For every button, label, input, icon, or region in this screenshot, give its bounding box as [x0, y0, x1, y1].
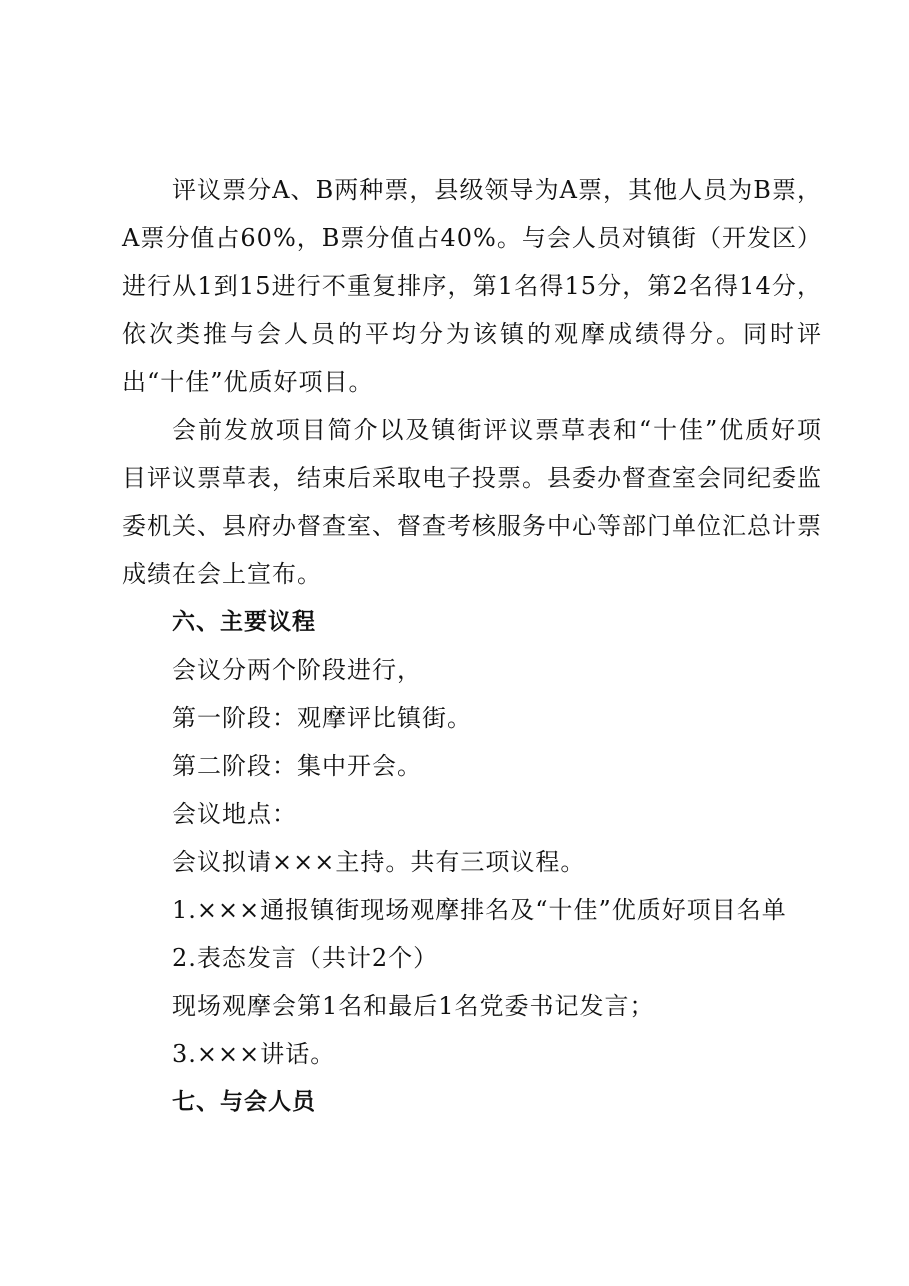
agenda-line-phases: 会议分两个阶段进行，	[172, 656, 422, 684]
agenda-item-3: 3.×××讲话。	[172, 1040, 336, 1068]
voting-rules-paragraph: 评议票分A、B两种票，县级领导为A票，其他人员为B票，A票分值占60%，B票分值占40%。与会人员对镇街（开发区）进行从1到15进行不重复排序，第1名得15分，第2名得14分，依次类推与会人员的平均分为该镇的观摩成绩得分。同时评出“十佳”优质好项目。	[122, 176, 822, 396]
agenda-line-phase-one: 第一阶段：观摩评比镇街。	[172, 704, 472, 732]
agenda-item-1: 1.×××通报镇街现场观摩排名及“十佳”优质好项目名单	[172, 896, 787, 924]
materials-paragraph: 会前发放项目简介以及镇街评议票草表和“十佳”优质好项目评议票草表，结束后采取电子投票。县委办督查室会同纪委监委机关、县府办督查室、督查考核服务中心等部门单位汇总计票成绩在会上宣布。	[122, 416, 822, 588]
document-body	[122, 166, 822, 1126]
agenda-item-2-detail: 现场观摩会第1名和最后1名党委书记发言；	[172, 992, 655, 1020]
agenda-line-location: 会议地点：	[172, 800, 297, 828]
agenda-line-phase-two: 第二阶段：集中开会。	[172, 752, 422, 780]
agenda-item-2: 2.表态发言（共计2个）	[172, 944, 439, 972]
agenda-line-host: 会议拟请×××主持。共有三项议程。	[172, 848, 586, 876]
section-six-heading: 六、主要议程	[172, 609, 316, 635]
section-seven-heading: 七、与会人员	[172, 1089, 316, 1115]
